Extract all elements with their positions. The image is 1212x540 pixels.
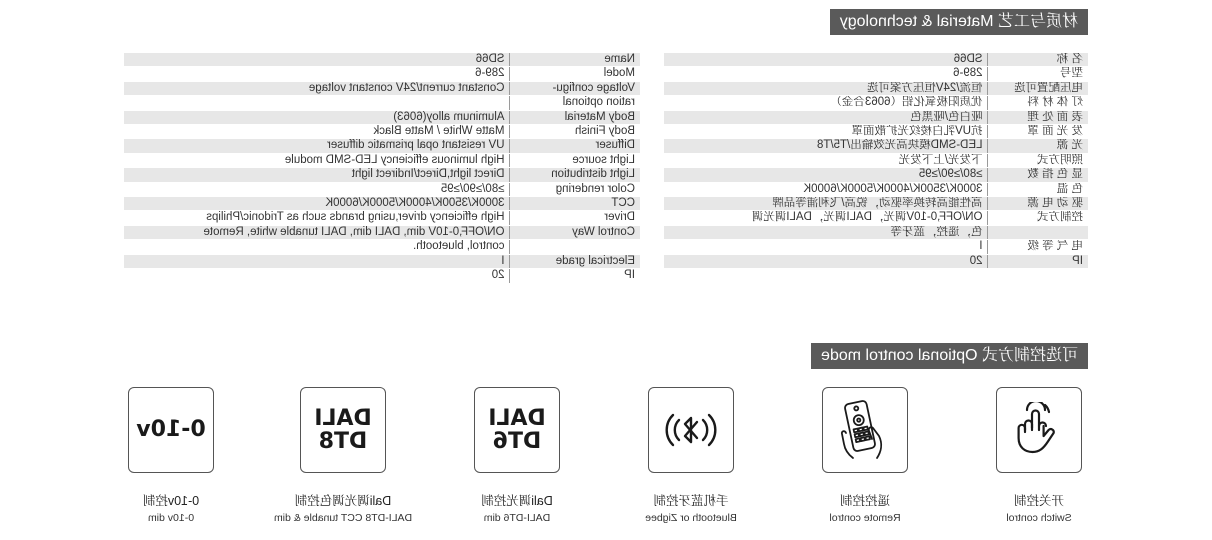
cn-table-key-cell: 表 面 处 理 <box>988 110 1088 124</box>
en-table-value-cell: Matte White / Matte Black <box>124 125 510 139</box>
caption-en-switch: Switch control <box>1006 512 1072 524</box>
cn-table-key-cell: IP <box>988 254 1088 268</box>
en-table-value-cell: 20 <box>124 269 510 283</box>
spec-table-english <box>124 53 640 284</box>
en-table-value-cell: ON/OFF,0-10V dim, DALI dim, DALI tunable white, Remote <box>124 225 510 239</box>
spec-table-chinese <box>664 53 1088 269</box>
cn-table-key-cell: 控制方式 <box>988 211 1088 225</box>
en-table-value-cell <box>124 96 510 110</box>
tap-hand-icon <box>1011 402 1067 458</box>
control-0-10v-box <box>128 387 214 473</box>
cn-table-key-cell: 型号 <box>988 67 1088 81</box>
cn-table-value-cell: ON/OFF,0-10V调光，DALI调光，DALI调光调 <box>664 211 988 225</box>
cn-table-row <box>664 110 1088 124</box>
en-table-value-cell: I <box>124 254 510 268</box>
cn-table-row <box>664 96 1088 110</box>
en-table-row <box>124 197 640 211</box>
section-title-control: 可选控制方式 Optional control mode <box>811 343 1088 369</box>
control-dali-dt6-box <box>474 387 560 473</box>
cn-table-row <box>664 240 1088 254</box>
dali-dt8-label: DALI DT8 <box>314 405 372 454</box>
en-table-key-cell: Electrical grade <box>510 254 640 268</box>
cn-table-key-cell: 发 光 面 罩 <box>988 125 1088 139</box>
caption-en-dali-dt8: DALI-DT8 CCT tunable & dim <box>273 512 413 524</box>
cn-table-row <box>664 254 1088 268</box>
caption-en-remote: Remote control <box>829 512 901 524</box>
caption-cn-dali-dt8: Dali调光调色控制 <box>294 494 392 508</box>
en-table-row <box>124 211 640 225</box>
cn-table-key-cell: 驱 动 电 源 <box>988 197 1088 211</box>
en-table-key-cell: Voltage configu- <box>510 81 640 95</box>
en-table-row <box>124 254 640 268</box>
section-title-material: 材质与工艺 Material & technology <box>830 9 1088 35</box>
cn-table-row <box>664 197 1088 211</box>
cn-table-value-cell: 优质阳极氧化铝（6063合金） <box>664 96 988 110</box>
en-table-value-cell: 289-6 <box>124 67 510 81</box>
en-table-row <box>124 240 640 254</box>
cn-table-key-cell: 照明方式 <box>988 153 1088 167</box>
en-table-key-cell: Diffuser <box>510 139 640 153</box>
cn-table-row <box>664 81 1088 95</box>
en-table-key-cell: IP <box>510 269 640 283</box>
cn-table-row <box>664 211 1088 225</box>
en-table-value-cell: SD66 <box>124 53 510 67</box>
cn-table-value-cell: 下发光/上下发光 <box>664 153 988 167</box>
cn-table-value-cell: 20 <box>664 254 988 268</box>
en-table-row <box>124 81 640 95</box>
cn-table-value-cell: 3000K/3500K/4000K/5000K/6000K <box>664 182 988 196</box>
en-table-value-cell: Constant current/24V constant voltage <box>124 81 510 95</box>
en-table-key-cell: Light distribution <box>510 168 640 182</box>
cn-table-row <box>664 153 1088 167</box>
cn-table-row <box>664 182 1088 196</box>
caption-cn-remote: 遥控控制 <box>840 494 891 508</box>
cn-table-row <box>664 168 1088 182</box>
cn-table-value-cell: 抗UV乳白棱纹光扩散面罩 <box>664 125 988 139</box>
en-table-row <box>124 168 640 182</box>
cn-table-key-cell: 显 色 指 数 <box>988 168 1088 182</box>
en-table-row <box>124 269 640 283</box>
en-table-key-cell: Light source <box>510 153 640 167</box>
en-table-value-cell: High efficiency driver,using brands such as Tridonic/Philips <box>124 211 510 225</box>
cn-table-row <box>664 125 1088 139</box>
en-table-key-cell: ration optional <box>510 96 640 110</box>
en-table-row <box>124 153 640 167</box>
cn-table-key-cell <box>988 225 1088 239</box>
en-table-value-cell: UV resistant opal prismatic diffuser <box>124 139 510 153</box>
cn-table-row <box>664 225 1088 239</box>
caption-cn-bluetooth: 手机蓝牙控制 <box>653 494 729 508</box>
cn-table-key-cell: 电 气 等 级 <box>988 240 1088 254</box>
en-table-value-cell: 3000K/3500K/4000K/5000K/6000K <box>124 197 510 211</box>
cn-table-value-cell: 高性能高转换率驱动，锐高/飞利浦等品牌 <box>664 197 988 211</box>
en-table-value-cell: High luminous efficiency LED-SMD module <box>124 153 510 167</box>
caption-cn-0-10v: 0-10v控制 <box>142 494 200 508</box>
cn-table-value-cell: I <box>664 240 988 254</box>
en-table-row <box>124 182 640 196</box>
caption-en-0-10v: 0-10v dim <box>147 512 195 524</box>
en-table-row <box>124 67 640 81</box>
cn-table-key-cell: 灯 体 材 料 <box>988 96 1088 110</box>
control-bluetooth-box <box>648 387 734 473</box>
en-table-key-cell: Model <box>510 67 640 81</box>
en-table-key-cell: Control Way <box>510 225 640 239</box>
en-table-key-cell: Driver <box>510 211 640 225</box>
cn-table-value-cell: 恒流/24V恒压方案可选 <box>664 81 988 95</box>
bluetooth-icon <box>659 406 723 454</box>
cn-table-key-cell: 色 温 <box>988 182 1088 196</box>
en-table-value-cell: control, bluetooth. <box>124 240 510 254</box>
en-table-row <box>124 225 640 239</box>
cn-table-value-cell: 哑白色/哑黑色 <box>664 110 988 124</box>
control-switch-box <box>996 387 1082 473</box>
en-table-value-cell: ≥80/≥90/≥95 <box>124 182 510 196</box>
control-remote-box <box>822 387 908 473</box>
en-table-value-cell: Aluminum alloy(6063) <box>124 110 510 124</box>
cn-table-key-cell: 电压配置可选 <box>988 81 1088 95</box>
en-table-row <box>124 125 640 139</box>
en-table-value-cell: Direct light,Direct/Indirect light <box>124 168 510 182</box>
caption-en-dali-dt6: DALI-DT6 dim <box>483 512 551 524</box>
cn-table-row <box>664 139 1088 153</box>
caption-cn-switch: 开关控制 <box>1014 494 1065 508</box>
en-table-key-cell <box>510 240 640 254</box>
cn-table-value-cell: LED-SMD模块高光效输出/T5/T8 <box>664 139 988 153</box>
caption-en-bluetooth: Bluetooth or Zigbee <box>645 512 737 524</box>
en-table-key-cell: Body Material <box>510 110 640 124</box>
en-table-key-cell: Body Finish <box>510 125 640 139</box>
cn-table-value-cell: SD66 <box>664 53 988 67</box>
cn-table-key-cell: 光 源 <box>988 139 1088 153</box>
remote-control-icon <box>835 398 895 462</box>
dali-dt6-label: DALI DT6 <box>488 405 546 454</box>
en-table-row <box>124 96 640 110</box>
cn-table-value-cell: 289-6 <box>664 67 988 81</box>
cn-table-row <box>664 67 1088 81</box>
en-table-key-cell: Name <box>510 53 640 67</box>
en-table-row <box>124 139 640 153</box>
cn-table-key-cell: 名 称 <box>988 53 1088 67</box>
en-table-row <box>124 110 640 124</box>
en-table-key-cell: Color rendering <box>510 182 640 196</box>
caption-cn-dali-dt6: Dali调光控制 <box>481 494 553 508</box>
cn-table-value-cell: ≥80/≥90/≥95 <box>664 168 988 182</box>
cn-table-row <box>664 53 1088 67</box>
0-10v-label: 0-10v <box>136 417 206 443</box>
cn-table-value-cell: 色，遥控，蓝牙等 <box>664 225 988 239</box>
en-table-row <box>124 53 640 67</box>
en-table-key-cell: CCT <box>510 197 640 211</box>
control-dali-dt8-box <box>300 387 386 473</box>
